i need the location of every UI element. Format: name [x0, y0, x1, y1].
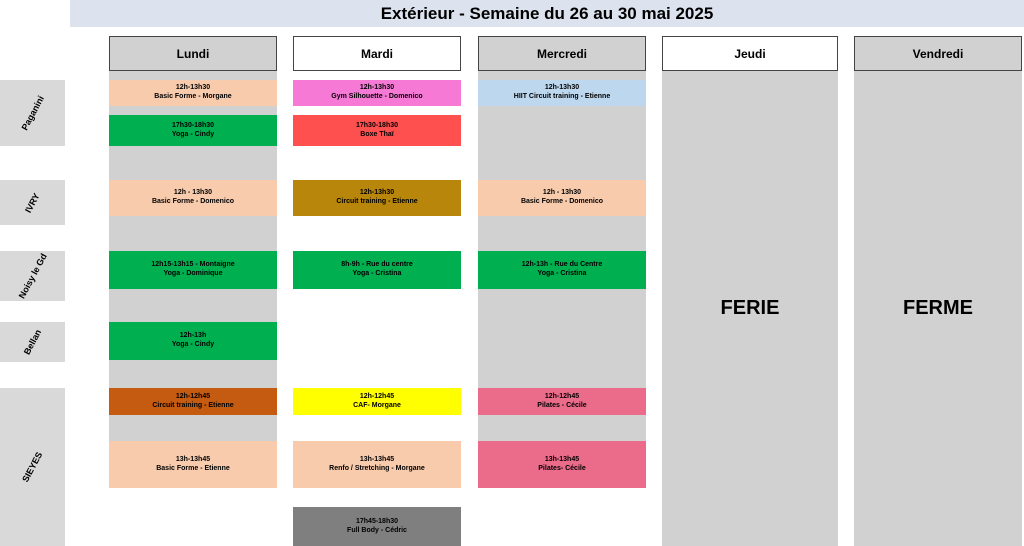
- session-mardi-sieyes-2[interactable]: 13h-13h45 Renfo / Stretching - Morgane: [293, 441, 461, 488]
- day-header-jeudi: Jeudi: [662, 36, 838, 71]
- day-header-mercredi: Mercredi: [478, 36, 646, 71]
- day-header-mardi: Mardi: [293, 36, 461, 71]
- session-lundi-sieyes-1[interactable]: 12h-12h45 Circuit training - Etienne: [109, 388, 277, 415]
- session-lundi-paganini-1[interactable]: 12h-13h30 Basic Forme - Morgane: [109, 80, 277, 106]
- page-title: Extérieur - Semaine du 26 au 30 mai 2025: [70, 0, 1024, 27]
- session-mercredi-paganini[interactable]: 12h-13h30 HIIT Circuit training - Etienne: [478, 80, 646, 106]
- session-mardi-paganini-2[interactable]: 17h30-18h30 Boxe Thaï: [293, 115, 461, 146]
- vendredi-closed-label: FERME: [903, 297, 973, 319]
- session-lundi-bellan[interactable]: 12h-13h Yoga - Cindy: [109, 322, 277, 360]
- session-mardi-paganini-1[interactable]: 12h-13h30 Gym Silhouette - Domenico: [293, 80, 461, 106]
- site-label-sieyes: SIEYES: [0, 388, 65, 546]
- session-lundi-sieyes-2[interactable]: 13h-13h45 Basic Forme - Etienne: [109, 441, 277, 488]
- jeudi-closed-column: [662, 71, 838, 546]
- session-mardi-sieyes-3[interactable]: 17h45-18h30 Full Body - Cédric: [293, 507, 461, 546]
- session-mercredi-noisy[interactable]: 12h-13h - Rue du Centre Yoga - Cristina: [478, 251, 646, 289]
- session-mercredi-ivry[interactable]: 12h - 13h30 Basic Forme - Domenico: [478, 180, 646, 216]
- session-mardi-ivry[interactable]: 12h-13h30 Circuit training - Etienne: [293, 180, 461, 216]
- day-header-vendredi: Vendredi: [854, 36, 1022, 71]
- session-lundi-noisy[interactable]: 12h15-13h15 - Montaigne Yoga - Dominique: [109, 251, 277, 289]
- site-label-paganini: Paganini: [0, 80, 65, 146]
- session-mercredi-sieyes-2[interactable]: 13h-13h45 Pilates- Cécile: [478, 441, 646, 488]
- day-header-lundi: Lundi: [109, 36, 277, 71]
- site-label-ivry: IVRY: [0, 180, 65, 225]
- site-label-noisy: Noisy le Gd: [0, 251, 65, 301]
- vendredi-closed-column: [854, 71, 1022, 546]
- session-mardi-sieyes-1[interactable]: 12h-12h45 CAF- Morgane: [293, 388, 461, 415]
- session-lundi-ivry[interactable]: 12h - 13h30 Basic Forme - Domenico: [109, 180, 277, 216]
- jeudi-closed-label: FERIE: [720, 297, 780, 319]
- lundi-column-bg-lower: [109, 415, 277, 441]
- session-mardi-noisy[interactable]: 8h-9h - Rue du centre Yoga - Cristina: [293, 251, 461, 289]
- session-lundi-paganini-2[interactable]: 17h30-18h30 Yoga - Cindy: [109, 115, 277, 146]
- session-mercredi-sieyes-1[interactable]: 12h-12h45 Pilates - Cécile: [478, 388, 646, 415]
- site-label-bellan: Bellan: [0, 322, 65, 362]
